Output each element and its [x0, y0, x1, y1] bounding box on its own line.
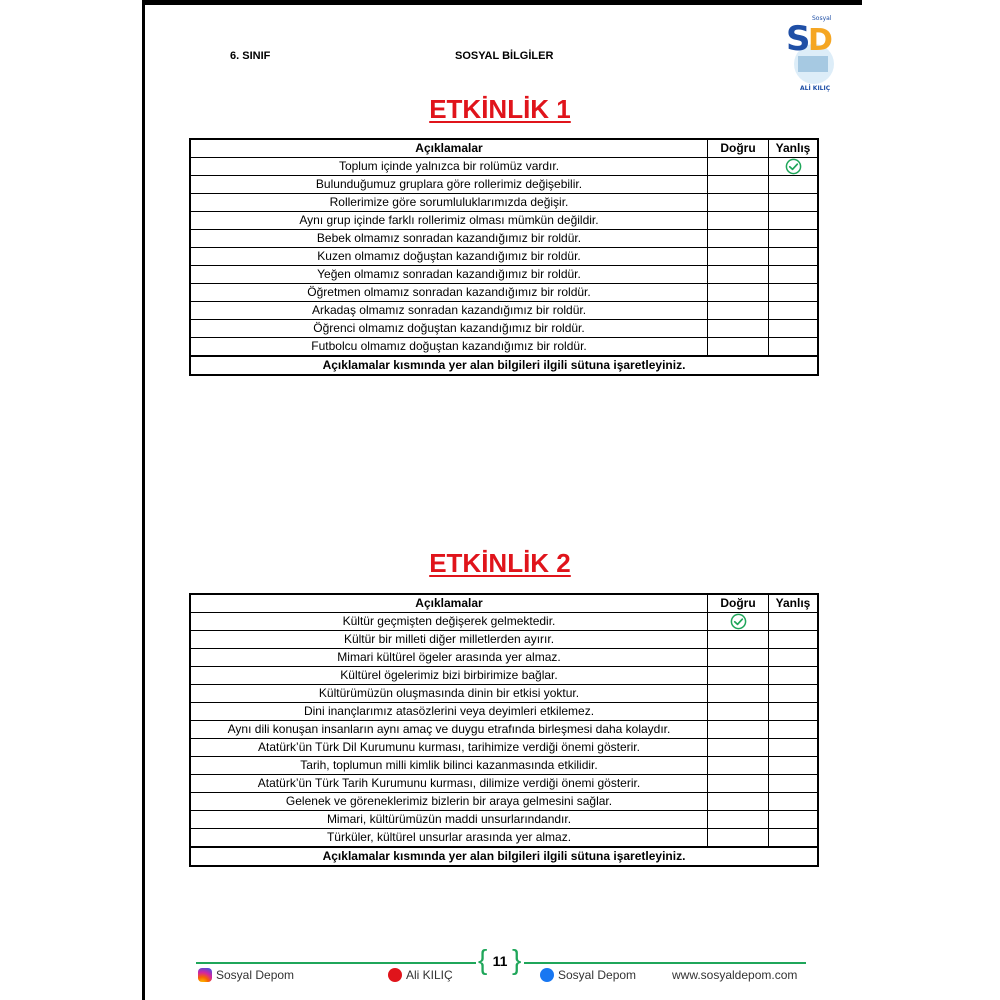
dogru-cell[interactable] — [708, 667, 769, 685]
grade-label: 6. SINIF — [230, 50, 271, 62]
youtube-icon — [388, 968, 402, 982]
dogru-cell[interactable] — [708, 284, 769, 302]
table-row — [190, 338, 818, 357]
footer-divider-right — [524, 962, 806, 964]
statement-text: Kültür geçmişten değişerek gelmektedir. — [190, 613, 708, 631]
activity2-table — [189, 593, 819, 867]
yanlis-cell[interactable] — [769, 721, 819, 739]
svg-text:ALİ KILIÇ: ALİ KILIÇ — [800, 85, 831, 92]
table-row — [190, 266, 818, 284]
page-left-edge — [142, 0, 145, 1000]
statement-text: Tarih, toplumun milli kimlik bilinci kazanmasında etkilidir. — [190, 757, 708, 775]
instruction-text: Açıklamalar kısmında yer alan bilgileri ilgili sütuna işaretleyiniz. — [190, 356, 818, 375]
yanlis-cell[interactable] — [769, 194, 819, 212]
dogru-cell[interactable] — [708, 703, 769, 721]
instagram-icon — [198, 968, 212, 982]
column-header-yanlis: Yanlış — [769, 594, 819, 613]
yanlis-cell[interactable] — [769, 266, 819, 284]
dogru-cell[interactable] — [708, 266, 769, 284]
statement-text: Gelenek ve göreneklerimiz bizlerin bir araya gelmesini sağlar. — [190, 793, 708, 811]
column-header-dogru: Doğru — [708, 594, 769, 613]
yanlis-cell[interactable] — [769, 667, 819, 685]
yanlis-cell[interactable] — [769, 230, 819, 248]
yanlis-cell[interactable] — [769, 338, 819, 357]
statement-text: Arkadaş olmamız sonradan kazandığımız bir roldür. — [190, 302, 708, 320]
dogru-cell[interactable] — [708, 631, 769, 649]
dogru-cell[interactable] — [708, 158, 769, 176]
column-header-yanlis: Yanlış — [769, 139, 819, 158]
table-row — [190, 302, 818, 320]
dogru-cell[interactable] — [708, 757, 769, 775]
yanlis-cell[interactable] — [769, 775, 819, 793]
table-row — [190, 757, 818, 775]
facebook-label: Sosyal Depom — [558, 968, 637, 982]
statement-text: Aynı dili konuşan insanların aynı amaç ve duygu etrafında birleşmesi daha kolaydır. — [190, 721, 708, 739]
table-row — [190, 176, 818, 194]
dogru-cell[interactable] — [708, 338, 769, 357]
dogru-cell[interactable] — [708, 613, 769, 631]
table-row — [190, 775, 818, 793]
facebook-icon — [540, 968, 554, 982]
subject-label: SOSYAL BİLGİLER — [455, 50, 554, 62]
column-header-aciklamalar: Açıklamalar — [190, 594, 708, 613]
page-top-edge — [142, 0, 862, 5]
table-row — [190, 685, 818, 703]
yanlis-cell[interactable] — [769, 212, 819, 230]
instruction-text: Açıklamalar kısmında yer alan bilgileri ilgili sütuna işaretleyiniz. — [190, 847, 818, 866]
statement-text: Aynı grup içinde farklı rollerimiz olması mümkün değildir. — [190, 212, 708, 230]
statement-text: Atatürk’ün Türk Dil Kurumunu kurması, tarihimize verdiği önemi gösterir. — [190, 739, 708, 757]
instagram-link[interactable] — [198, 968, 294, 982]
yanlis-cell[interactable] — [769, 811, 819, 829]
statement-text: Kültürümüzün oluşmasında dinin bir etkisi yoktur. — [190, 685, 708, 703]
dogru-cell[interactable] — [708, 739, 769, 757]
website-label: www.sosyaldepom.com — [672, 968, 798, 982]
column-header-aciklamalar: Açıklamalar — [190, 139, 708, 158]
table-row — [190, 212, 818, 230]
instagram-label: Sosyal Depom — [216, 968, 295, 982]
yanlis-cell[interactable] — [769, 320, 819, 338]
table-row — [190, 613, 818, 631]
table-row — [190, 721, 818, 739]
statement-text: Yeğen olmamız sonradan kazandığımız bir roldür. — [190, 266, 708, 284]
dogru-cell[interactable] — [708, 248, 769, 266]
left-brace-icon: { — [478, 944, 488, 975]
table-row — [190, 158, 818, 176]
youtube-label: Ali KILIÇ — [406, 968, 453, 982]
dogru-cell[interactable] — [708, 649, 769, 667]
footer-divider-left — [196, 962, 476, 964]
dogru-cell[interactable] — [708, 302, 769, 320]
statement-text: Kültür bir milleti diğer milletlerden ayırır. — [190, 631, 708, 649]
table-row — [190, 230, 818, 248]
svg-text:D: D — [808, 23, 833, 58]
yanlis-cell[interactable] — [769, 703, 819, 721]
table-row — [190, 703, 818, 721]
table-row — [190, 793, 818, 811]
yanlis-cell[interactable] — [769, 284, 819, 302]
dogru-cell[interactable] — [708, 775, 769, 793]
table-row — [190, 649, 818, 667]
column-header-dogru: Doğru — [708, 139, 769, 158]
table-row — [190, 811, 818, 829]
yanlis-cell[interactable] — [769, 176, 819, 194]
activity1-table — [189, 138, 819, 376]
dogru-cell[interactable] — [708, 176, 769, 194]
statement-text: Atatürk’ün Türk Tarih Kurumunu kurması, dilimize verdiği önemi gösterir. — [190, 775, 708, 793]
statement-text: Mimari, kültürümüzün maddi unsurlarındandır. — [190, 811, 708, 829]
yanlis-cell[interactable] — [769, 302, 819, 320]
dogru-cell[interactable] — [708, 811, 769, 829]
yanlis-cell[interactable] — [769, 793, 819, 811]
activity1-title: ETKİNLİK 1 — [429, 94, 571, 124]
yanlis-cell[interactable] — [769, 631, 819, 649]
yanlis-cell[interactable] — [769, 739, 819, 757]
statement-text: Rollerimize göre sorumluluklarımızda değişir. — [190, 194, 708, 212]
dogru-cell[interactable] — [708, 320, 769, 338]
dogru-cell[interactable] — [708, 194, 769, 212]
dogru-cell[interactable] — [708, 685, 769, 703]
table-row — [190, 284, 818, 302]
dogru-cell[interactable] — [708, 793, 769, 811]
table-row — [190, 194, 818, 212]
statement-text: Kültürel ögelerimiz bizi birbirimize bağlar. — [190, 667, 708, 685]
yanlis-cell[interactable] — [769, 829, 819, 848]
yanlis-cell[interactable] — [769, 248, 819, 266]
table-row — [190, 739, 818, 757]
dogru-cell[interactable] — [708, 230, 769, 248]
table-row — [190, 248, 818, 266]
dogru-cell[interactable] — [708, 721, 769, 739]
activity2-title: ETKİNLİK 2 — [429, 548, 571, 578]
website-link[interactable] — [672, 968, 797, 982]
statement-text: Mimari kültürel ögeler arasında yer almaz. — [190, 649, 708, 667]
statement-text: Bulunduğumuz gruplara göre rollerimiz değişebilir. — [190, 176, 708, 194]
svg-text:S: S — [786, 19, 811, 59]
brand-logo — [782, 6, 852, 96]
yanlis-cell[interactable] — [769, 757, 819, 775]
youtube-link[interactable] — [388, 968, 453, 982]
yanlis-cell[interactable] — [769, 649, 819, 667]
table-row — [190, 829, 818, 848]
dogru-cell[interactable] — [708, 829, 769, 848]
table-header-row — [190, 594, 818, 613]
statement-text: Toplum içinde yalnızca bir rolümüz vardır. — [190, 158, 708, 176]
svg-text:Sosyal: Sosyal — [812, 15, 832, 22]
statement-text: Dini inançlarımız atasözlerini veya deyimleri etkilemez. — [190, 703, 708, 721]
table-row — [190, 320, 818, 338]
table-header-row — [190, 139, 818, 158]
yanlis-cell[interactable] — [769, 685, 819, 703]
checkmark-icon — [730, 613, 747, 630]
table-row — [190, 631, 818, 649]
table-row — [190, 667, 818, 685]
dogru-cell[interactable] — [708, 212, 769, 230]
yanlis-cell[interactable] — [769, 613, 819, 631]
statement-text: Türküler, kültürel unsurlar arasında yer almaz. — [190, 829, 708, 848]
statement-text: Öğretmen olmamız sonradan kazandığımız bir roldür. — [190, 284, 708, 302]
table-footer-row — [190, 356, 818, 375]
checkmark-icon — [785, 158, 802, 175]
facebook-link[interactable] — [540, 968, 636, 982]
table-footer-row — [190, 847, 818, 866]
statement-text: Bebek olmamız sonradan kazandığımız bir roldür. — [190, 230, 708, 248]
statement-text: Kuzen olmamız doğuştan kazandığımız bir roldür. — [190, 248, 708, 266]
statement-text: Öğrenci olmamız doğuştan kazandığımız bir roldür. — [190, 320, 708, 338]
yanlis-cell[interactable] — [769, 158, 819, 176]
page-number: 11 — [492, 953, 508, 969]
statement-text: Futbolcu olmamız doğuştan kazandığımız bir roldür. — [190, 338, 708, 357]
right-brace-icon: } — [512, 944, 522, 975]
